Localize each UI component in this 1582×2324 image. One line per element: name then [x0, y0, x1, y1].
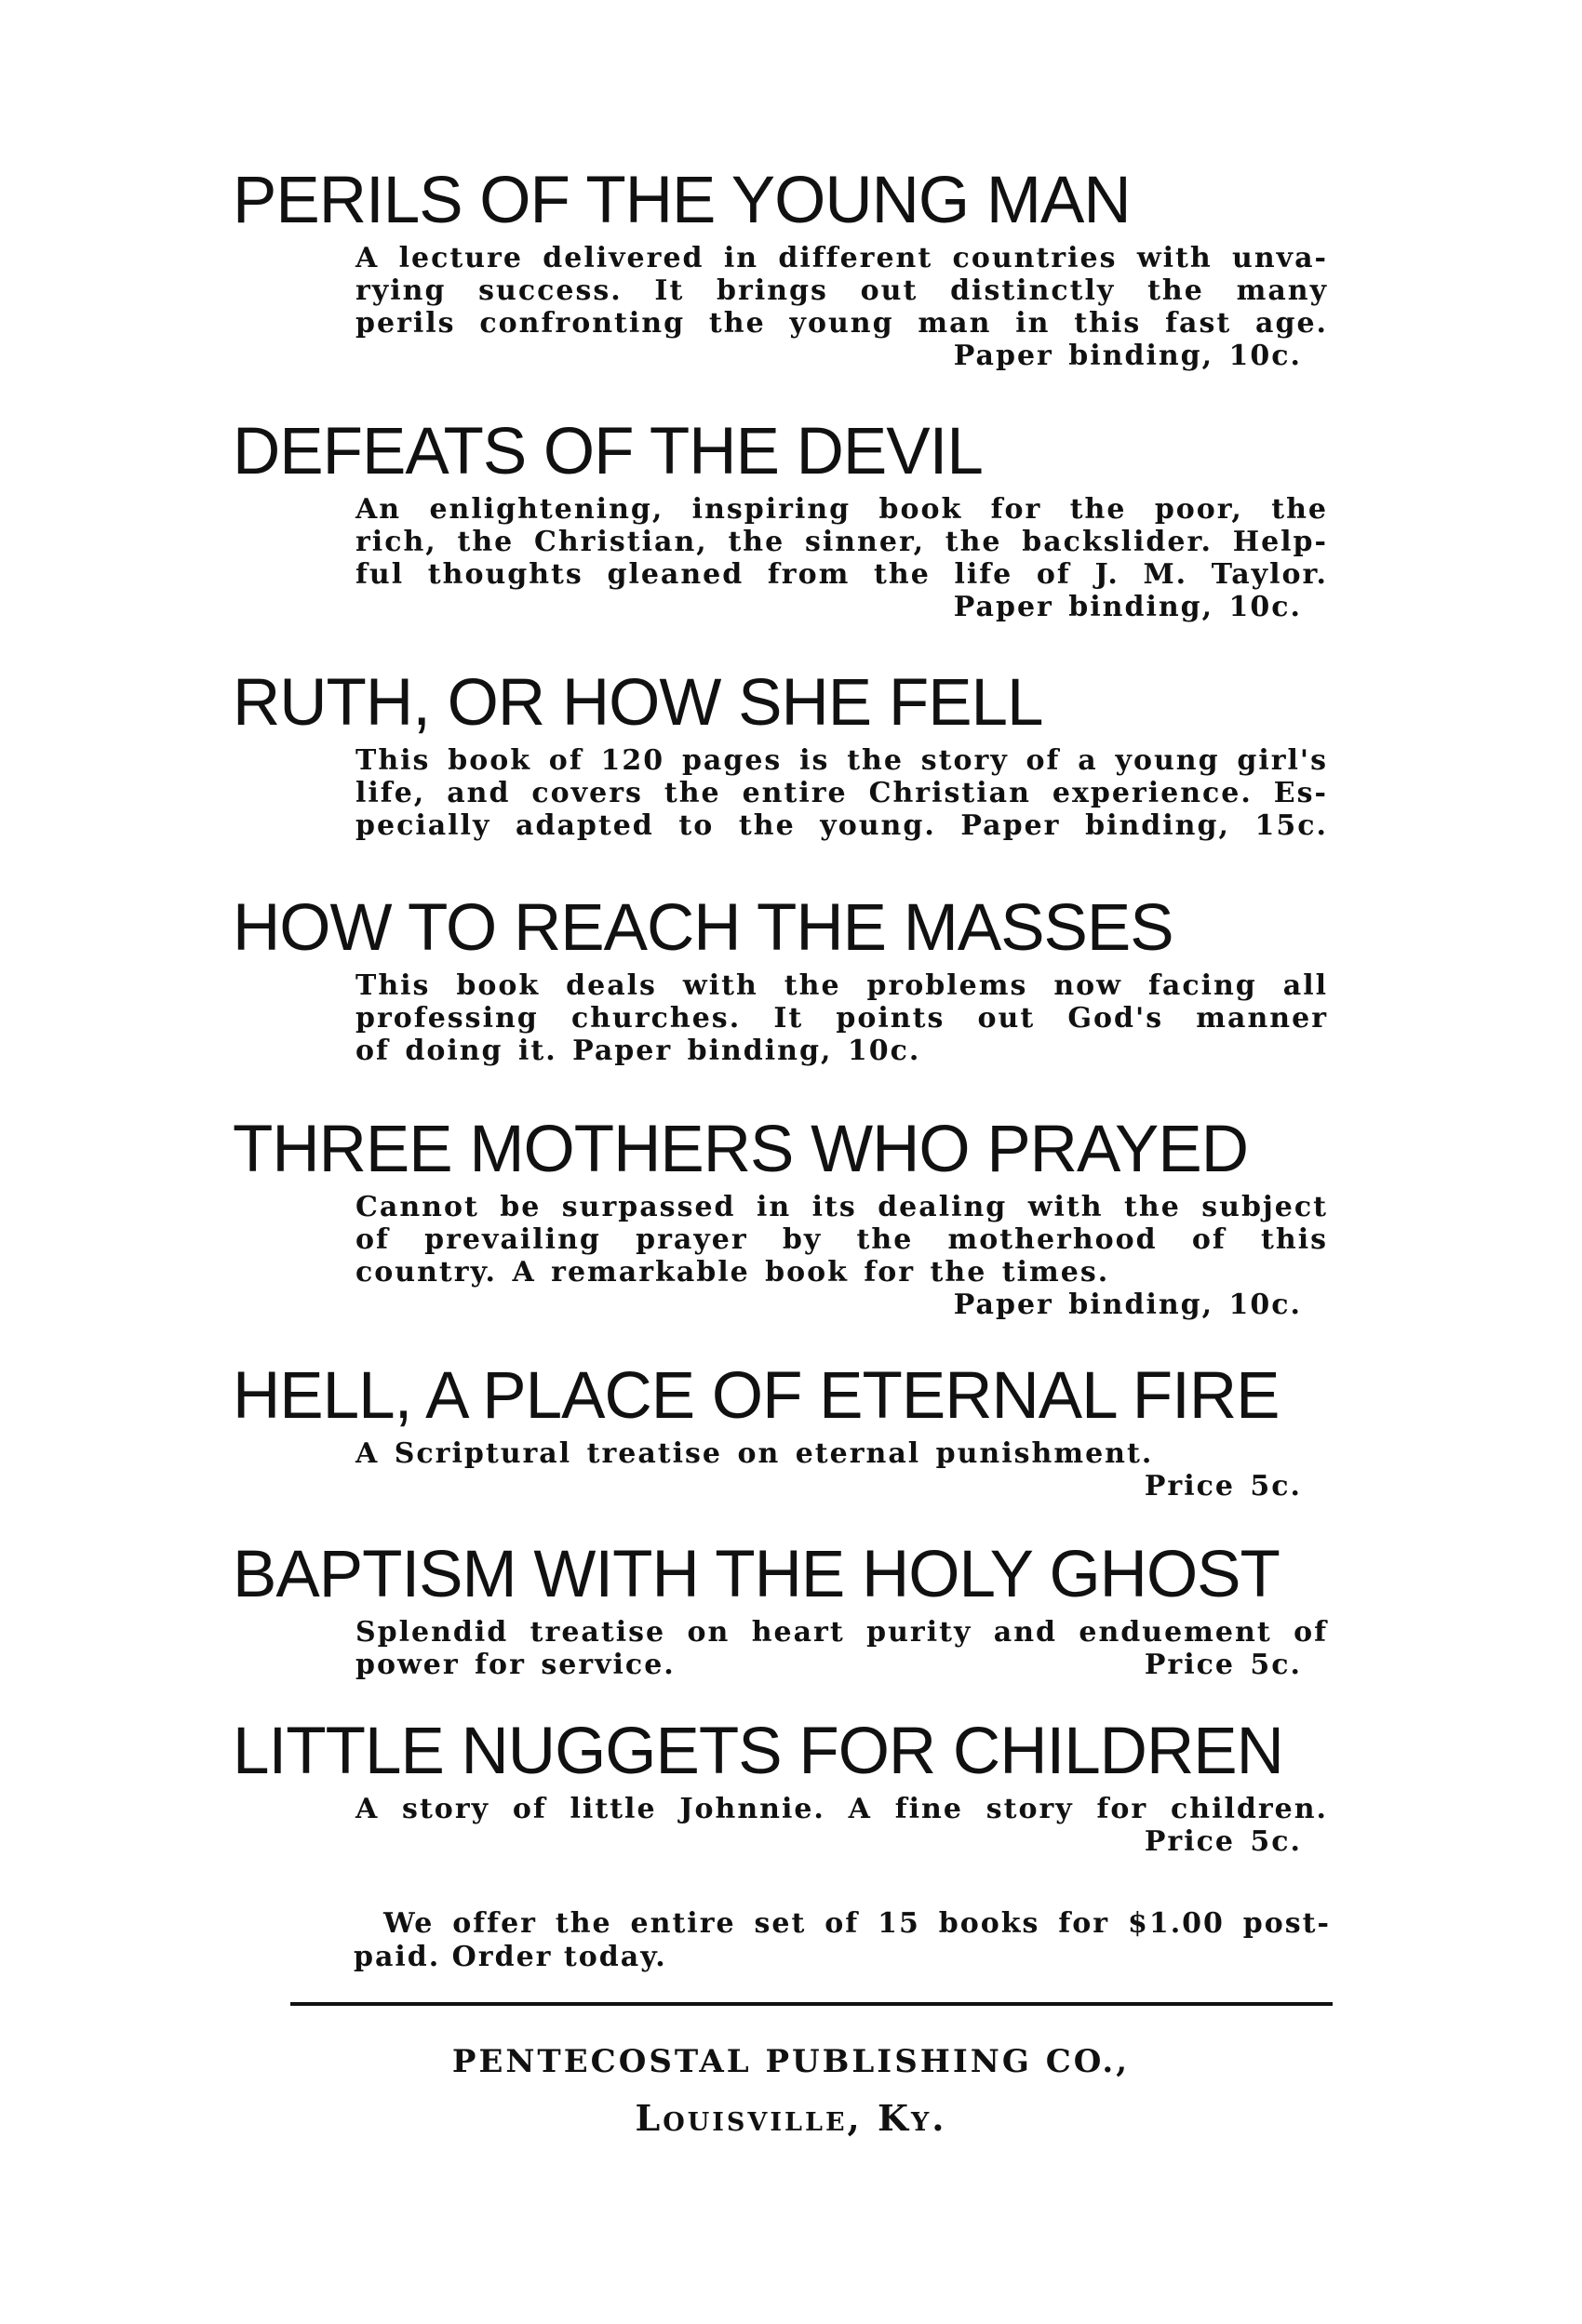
description-line: life, and covers the entire Christian experience. Es-	[355, 777, 1328, 809]
book-price: Price 5c.	[1144, 1825, 1302, 1858]
description-line: A lecture delivered in different countries with unva-	[355, 242, 1328, 274]
book-title: RUTH, OR HOW SHE FELL	[233, 666, 1043, 740]
description-line: of doing it. Paper binding, 10c.	[355, 1035, 921, 1067]
book-title: HELL, A PLACE OF ETERNAL FIRE	[233, 1359, 1280, 1433]
description-line: professing churches. It points out God's manner	[355, 1002, 1328, 1035]
offer-line: We offer the entire set of 15 books for $1.00 post-	[383, 1907, 1331, 1940]
book-title: PERILS OF THE YOUNG MAN	[233, 164, 1131, 237]
book-description	[355, 744, 1328, 842]
book-title: THREE MOTHERS WHO PRAYED	[233, 1113, 1249, 1186]
book-description	[355, 1191, 1328, 1321]
book-listing	[233, 1540, 1331, 1681]
description-line: power for service.	[355, 1649, 676, 1681]
book-description	[355, 969, 1328, 1067]
publisher-name: PENTECOSTAL PUBLISHING CO.,	[451, 2043, 1131, 2080]
description-line: A story of little Johnnie. A fine story for children.	[355, 1793, 1328, 1825]
book-listing	[233, 893, 1331, 1067]
book-price: Paper binding, 10c.	[953, 591, 1302, 623]
description-line: This book of 120 pages is the story of a young girl's	[355, 744, 1328, 777]
description-line: country. A remarkable book for the times.	[355, 1256, 1110, 1289]
description-line: Cannot be surpassed in its dealing with the subject	[355, 1191, 1328, 1223]
book-price: Price 5c.	[1144, 1649, 1302, 1681]
description-line: of prevailing prayer by the motherhood of this	[355, 1223, 1328, 1256]
description-line: ful thoughts gleaned from the life of J. M. Taylor.	[355, 558, 1328, 591]
description-line: This book deals with the problems now facing all	[355, 969, 1328, 1002]
book-listing	[233, 1361, 1331, 1503]
book-listing	[233, 668, 1331, 842]
book-price: Paper binding, 10c.	[953, 1289, 1302, 1321]
book-listing	[233, 1716, 1331, 1858]
book-description	[355, 1616, 1328, 1681]
description-line: A Scriptural treatise on eternal punishment.	[355, 1437, 1154, 1470]
book-title: LITTLE NUGGETS FOR CHILDREN	[233, 1715, 1283, 1788]
publisher-city: Louisville, Ky.	[635, 2097, 947, 2139]
book-title: BAPTISM WITH THE HOLY GHOST	[233, 1538, 1280, 1611]
description-line: perils confronting the young man in this fast age.	[355, 307, 1328, 340]
book-listing	[233, 417, 1331, 623]
book-listing	[233, 166, 1331, 372]
description-line: An enlightening, inspiring book for the poor, the	[355, 493, 1328, 526]
description-line: rich, the Christian, the sinner, the backslider. Help-	[355, 526, 1328, 558]
description-line: pecially adapted to the young. Paper binding, 15c.	[355, 809, 1328, 842]
offer-line: paid. Order today.	[354, 1941, 667, 1973]
book-listing	[233, 1115, 1331, 1321]
book-description	[355, 493, 1328, 623]
book-price: Price 5c.	[1144, 1470, 1302, 1503]
book-description	[355, 1437, 1328, 1503]
book-title: HOW TO REACH THE MASSES	[233, 891, 1173, 965]
book-price: Paper binding, 10c.	[953, 340, 1302, 372]
divider-rule	[290, 2002, 1333, 2006]
book-title: DEFEATS OF THE DEVIL	[233, 415, 983, 488]
book-description	[355, 242, 1328, 372]
book-description	[355, 1793, 1328, 1858]
description-line: Splendid treatise on heart purity and enduement of	[355, 1616, 1328, 1649]
description-line: rying success. It brings out distinctly the many	[355, 274, 1328, 307]
set-offer	[354, 1907, 1331, 1974]
